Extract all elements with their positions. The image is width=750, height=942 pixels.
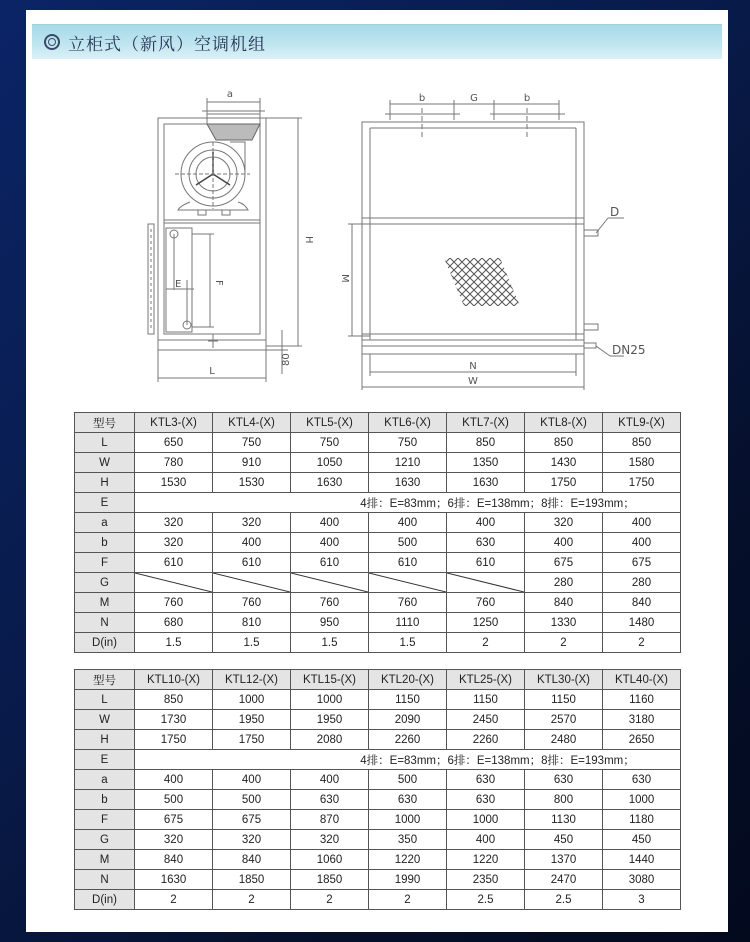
model-header: KTL8-(X) [525,413,603,433]
cell: 1480 [603,613,681,633]
cell: 400 [603,533,681,553]
model-header: KTL9-(X) [603,413,681,433]
cell: 1160 [603,690,681,710]
cell: 630 [447,770,525,790]
cell: 610 [135,553,213,573]
cell: 1530 [213,473,291,493]
header-label: 型号 [75,413,135,433]
row-label: b [75,533,135,553]
model-header: KTL20-(X) [369,670,447,690]
cell: 2 [291,890,369,910]
content-panel [26,10,728,932]
row-label: W [75,710,135,730]
cell: 2260 [447,730,525,750]
table-row [75,750,681,770]
table-row [75,533,681,553]
row-label: a [75,513,135,533]
table-row [75,730,681,750]
cell: 400 [213,533,291,553]
row-label: E [75,750,135,770]
cell: 630 [447,533,525,553]
empty-slash-cell [213,573,291,593]
cell: 1750 [135,730,213,750]
cell: 2 [369,890,447,910]
section-title-bar [32,24,722,59]
cell: 850 [135,690,213,710]
cell: 630 [447,790,525,810]
cell: 1000 [369,810,447,830]
cell: 2 [447,633,525,653]
cell: 1220 [447,850,525,870]
cell: 1250 [447,613,525,633]
cell: 1000 [213,690,291,710]
row-label: L [75,433,135,453]
cell: 2 [213,890,291,910]
cell: 320 [213,830,291,850]
cell: 2650 [603,730,681,750]
spec-table-2 [74,669,681,910]
cell: 1110 [369,613,447,633]
cell: 675 [213,810,291,830]
cell: 1000 [291,690,369,710]
cell: 1630 [447,473,525,493]
cell: 1750 [603,473,681,493]
model-header: KTL6-(X) [369,413,447,433]
cell: 400 [135,770,213,790]
row-label: M [75,850,135,870]
cell: 750 [213,433,291,453]
cell: 1060 [291,850,369,870]
dim-label-b-left: b [418,93,426,104]
cell: 1.5 [369,633,447,653]
table-row [75,513,681,533]
table-row [75,810,681,830]
empty-slash-cell [369,573,447,593]
cell: 400 [291,770,369,790]
cell: 1180 [603,810,681,830]
table-row [75,870,681,890]
table-row [75,453,681,473]
cell: 2570 [525,710,603,730]
cell: 1000 [603,790,681,810]
cell: 450 [603,830,681,850]
cell: 3180 [603,710,681,730]
row-label: G [75,573,135,593]
cell: 1630 [291,473,369,493]
cell: 1850 [213,870,291,890]
dim-label-base: 80 [281,353,292,366]
empty-slash-cell [291,573,369,593]
e-spec-cell: 4排：E=83mm；6排：E=138mm；8排：E=193mm； [135,750,681,770]
cell: 760 [447,593,525,613]
cell: 280 [525,573,603,593]
cell: 320 [525,513,603,533]
cell: 1730 [135,710,213,730]
cell: 500 [135,790,213,810]
row-label: G [75,830,135,850]
cell: 500 [369,770,447,790]
cell: 2 [135,890,213,910]
cell: 320 [135,533,213,553]
cell: 1990 [369,870,447,890]
cell: 610 [447,553,525,573]
cell: 1750 [525,473,603,493]
cell: 1130 [525,810,603,830]
cell: 1850 [291,870,369,890]
cell: 1350 [447,453,525,473]
cell: 400 [291,513,369,533]
cell: 850 [447,433,525,453]
row-label: H [75,473,135,493]
cell: 1.5 [213,633,291,653]
dim-label-E: E [175,279,182,290]
dim-label-D: D [610,205,620,219]
cell: 1150 [447,690,525,710]
cell: 1750 [213,730,291,750]
cell: 1.5 [291,633,369,653]
cell: 675 [603,553,681,573]
cell: 630 [603,770,681,790]
dim-label-F: F [213,280,224,286]
cell: 1050 [291,453,369,473]
cell: 675 [525,553,603,573]
cell: 675 [135,810,213,830]
cell: 1000 [447,810,525,830]
table-row [75,710,681,730]
cell: 280 [603,573,681,593]
cell: 500 [369,533,447,553]
cell: 1950 [291,710,369,730]
row-label: E [75,493,135,513]
section-title: 立柜式（新风）空调机组 [68,34,266,55]
row-label: M [75,593,135,613]
table-row [75,790,681,810]
model-header: KTL40-(X) [603,670,681,690]
cell: 3 [603,890,681,910]
cell: 350 [369,830,447,850]
cell: 760 [213,593,291,613]
cell: 400 [603,513,681,533]
table-row [75,493,681,513]
table-row [75,613,681,633]
cell: 1.5 [135,633,213,653]
double-circle-icon [44,34,60,50]
cell: 400 [525,533,603,553]
dim-label-G: G [470,93,478,104]
cell: 1330 [525,613,603,633]
cell: 1630 [369,473,447,493]
cell: 2 [603,633,681,653]
row-label: D(in) [75,633,135,653]
cell: 750 [291,433,369,453]
cell: 320 [213,513,291,533]
cell: 2450 [447,710,525,730]
model-header: KTL7-(X) [447,413,525,433]
cell: 840 [603,593,681,613]
cell: 1440 [603,850,681,870]
cell: 610 [291,553,369,573]
cell: 870 [291,810,369,830]
cell: 760 [291,593,369,613]
empty-slash-cell [447,573,525,593]
table-row [75,890,681,910]
cell: 320 [135,513,213,533]
cell: 3080 [603,870,681,890]
cell: 1370 [525,850,603,870]
row-label: b [75,790,135,810]
cell: 840 [525,593,603,613]
model-header: KTL10-(X) [135,670,213,690]
cell: 400 [447,830,525,850]
row-label: L [75,690,135,710]
spec-table-1 [74,412,681,653]
cell: 1580 [603,453,681,473]
dim-label-W: W [468,376,478,387]
row-label: D(in) [75,890,135,910]
cell: 2470 [525,870,603,890]
side-view-drawing [130,84,330,384]
cell: 1150 [525,690,603,710]
cell: 2.5 [525,890,603,910]
table-row [75,830,681,850]
cell: 760 [135,593,213,613]
table-header-row [75,670,681,690]
e-spec-cell: 4排：E=83mm；6排：E=138mm；8排：E=193mm； [135,493,681,513]
cell: 760 [369,593,447,613]
row-label: a [75,770,135,790]
row-label: N [75,870,135,890]
cell: 1220 [369,850,447,870]
cell: 850 [603,433,681,453]
cell: 950 [291,613,369,633]
table-row [75,850,681,870]
cell: 610 [369,553,447,573]
dim-label-L: L [209,366,215,377]
dim-label-a: a [226,89,234,100]
table-row [75,553,681,573]
model-header: KTL25-(X) [447,670,525,690]
cell: 450 [525,830,603,850]
cell: 800 [525,790,603,810]
model-header: KTL5-(X) [291,413,369,433]
dim-label-DN25: DN25 [612,343,646,357]
cell: 2090 [369,710,447,730]
cell: 400 [213,770,291,790]
cell: 2 [525,633,603,653]
table-row [75,770,681,790]
cell: 400 [447,513,525,533]
table-row [75,573,681,593]
cell: 320 [291,830,369,850]
table-row [75,633,681,653]
empty-slash-cell [135,573,213,593]
table-row [75,593,681,613]
row-label: N [75,613,135,633]
table-row [75,473,681,493]
row-label: F [75,810,135,830]
cell: 630 [525,770,603,790]
table-header-row [75,413,681,433]
cell: 2260 [369,730,447,750]
cell: 400 [369,513,447,533]
header-label: 型号 [75,670,135,690]
cell: 850 [525,433,603,453]
cell: 680 [135,613,213,633]
row-label: H [75,730,135,750]
model-header: KTL3-(X) [135,413,213,433]
row-label: W [75,453,135,473]
cell: 840 [135,850,213,870]
cell: 2080 [291,730,369,750]
dim-label-M: M [339,274,350,283]
model-header: KTL12-(X) [213,670,291,690]
cell: 1530 [135,473,213,493]
cell: 1630 [135,870,213,890]
cell: 1430 [525,453,603,473]
cell: 630 [369,790,447,810]
table-row [75,690,681,710]
cell: 2480 [525,730,603,750]
dim-label-H: H [303,236,314,244]
cell: 780 [135,453,213,473]
cell: 910 [213,453,291,473]
dim-label-b-right: b [523,93,531,104]
row-label: F [75,553,135,573]
cell: 400 [291,533,369,553]
cell: 840 [213,850,291,870]
model-header: KTL4-(X) [213,413,291,433]
cell: 1950 [213,710,291,730]
cell: 750 [369,433,447,453]
cell: 610 [213,553,291,573]
table-row [75,433,681,453]
cell: 2350 [447,870,525,890]
cell: 500 [213,790,291,810]
cell: 1150 [369,690,447,710]
cell: 320 [135,830,213,850]
cell: 630 [291,790,369,810]
front-view-drawing [330,90,670,390]
cell: 650 [135,433,213,453]
cell: 2.5 [447,890,525,910]
model-header: KTL15-(X) [291,670,369,690]
cell: 1210 [369,453,447,473]
cell: 810 [213,613,291,633]
model-header: KTL30-(X) [525,670,603,690]
dim-label-N: N [469,361,477,372]
